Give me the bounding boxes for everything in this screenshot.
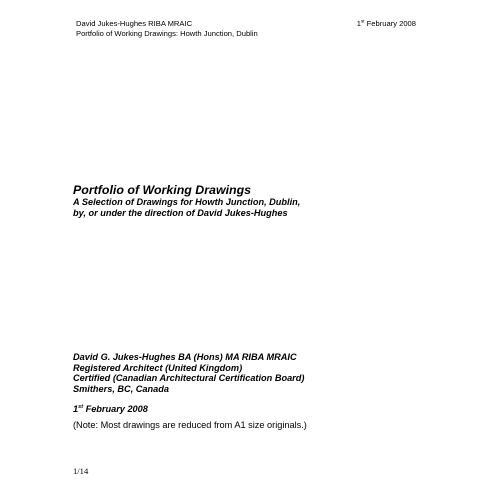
page-number: 1/14 [73,466,89,476]
subtitle-line-2: by, or under the direction of David Jukes-Hughes [73,208,288,218]
credits-date-rest: February 2008 [83,404,148,415]
header-date-day: 1 [356,19,361,28]
header-portfolio-line: Portfolio of Working Drawings: Howth Junction, Dublin [76,29,258,38]
header-date [357,19,416,29]
credits-date-suffix: st [78,404,84,411]
header-author: David Jukes-Hughes RIBA MRAIC [76,19,193,28]
registration-line: Registered Architect (United Kingdom) [73,362,243,373]
page-header [76,19,416,39]
location-line: Smithers, BC, Canada [73,383,169,394]
header-date-suffix: st [360,18,365,24]
header-date-rest: February 2008 [364,19,416,28]
author-credits [73,352,304,415]
header-line-1 [76,19,416,29]
title-block [73,183,300,219]
size-note: (Note: Most drawings are reduced from A1 size originals.) [73,420,307,430]
subtitle-line-1: A Selection of Drawings for Howth Junction, Dublin, [73,197,301,207]
document-title: Portfolio of Working Drawings [73,183,252,197]
certification-line: Certified (Canadian Architectural Certification Board) [73,373,305,384]
credits-date [73,404,304,415]
author-name: David G. Jukes-Hughes BA (Hons) MA RIBA MRAIC [73,352,297,362]
credits-date-day: 1 [73,404,79,415]
header-line-2 [76,29,416,39]
